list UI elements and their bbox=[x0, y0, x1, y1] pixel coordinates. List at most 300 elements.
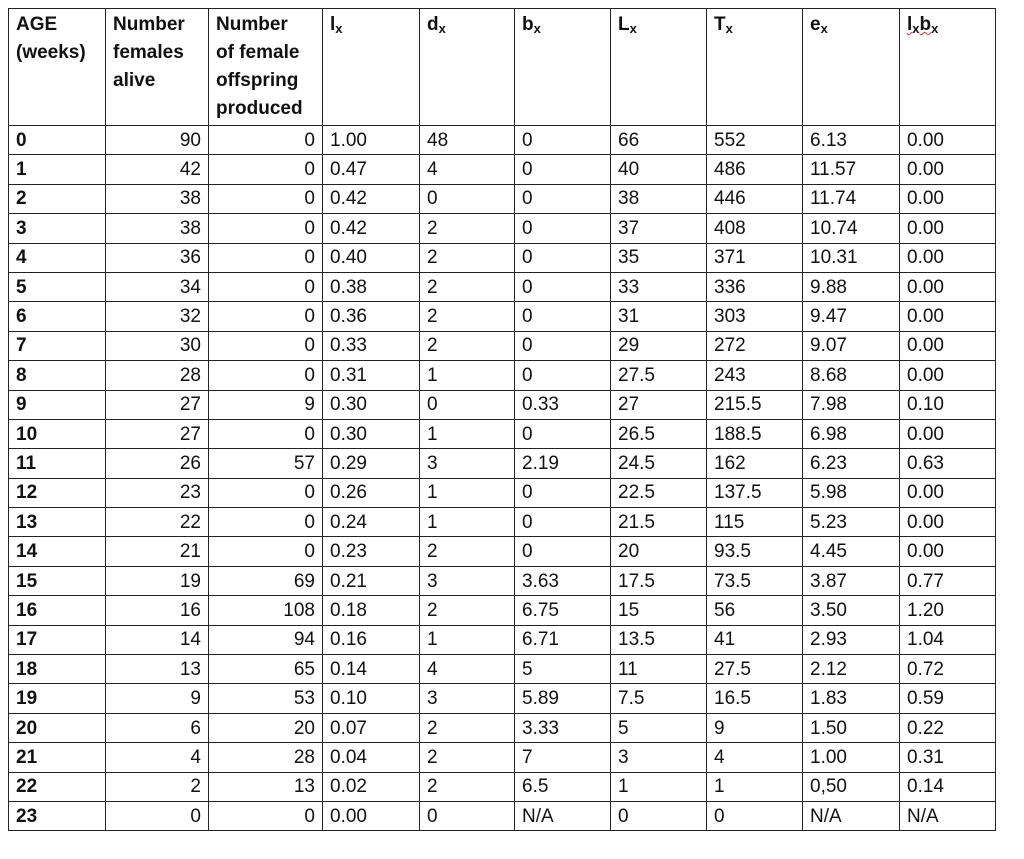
ex-cell: 11.57 bbox=[803, 155, 900, 184]
ex-cell: 1.50 bbox=[803, 713, 900, 742]
ex-cell: 2.12 bbox=[803, 655, 900, 684]
females-alive-cell: 6 bbox=[106, 713, 209, 742]
females-alive-cell: 38 bbox=[106, 214, 209, 243]
Tx-cell: 188.5 bbox=[707, 419, 803, 448]
header-ex-base: e bbox=[810, 14, 821, 35]
offspring-cell: 0 bbox=[209, 508, 323, 537]
bx-cell: 0 bbox=[515, 155, 611, 184]
dx-cell: 0 bbox=[420, 184, 515, 213]
lxbx-cell: 0.00 bbox=[900, 243, 996, 272]
table-row bbox=[9, 743, 996, 772]
Tx-cell: 1 bbox=[707, 772, 803, 801]
Lx-cell: 27 bbox=[611, 390, 707, 419]
dx-cell: 0 bbox=[420, 801, 515, 830]
bx-cell: 7 bbox=[515, 743, 611, 772]
Lx-cell: 7.5 bbox=[611, 684, 707, 713]
lx-cell: 0.47 bbox=[323, 155, 420, 184]
Tx-cell: 408 bbox=[707, 214, 803, 243]
lxbx-cell: 1.04 bbox=[900, 625, 996, 654]
lxbx-cell: 0.77 bbox=[900, 566, 996, 595]
ex-cell: 4.45 bbox=[803, 537, 900, 566]
header-lx-sub: x bbox=[335, 21, 343, 36]
Lx-cell: 20 bbox=[611, 537, 707, 566]
bx-cell: N/A bbox=[515, 801, 611, 830]
bx-cell: 0 bbox=[515, 302, 611, 331]
Tx-cell: 215.5 bbox=[707, 390, 803, 419]
lx-cell: 0.10 bbox=[323, 684, 420, 713]
Lx-cell: 13.5 bbox=[611, 625, 707, 654]
ex-cell: 6.13 bbox=[803, 126, 900, 155]
header-lxbx-base1: l bbox=[907, 14, 913, 35]
Lx-cell: 1 bbox=[611, 772, 707, 801]
dx-cell: 2 bbox=[420, 713, 515, 742]
age-cell: 23 bbox=[9, 801, 106, 830]
females-alive-cell: 19 bbox=[106, 566, 209, 595]
lx-cell: 0.31 bbox=[323, 361, 420, 390]
age-cell: 4 bbox=[9, 243, 106, 272]
table-row bbox=[9, 655, 996, 684]
lx-cell: 0.14 bbox=[323, 655, 420, 684]
Lx-cell: 37 bbox=[611, 214, 707, 243]
offspring-cell: 0 bbox=[209, 419, 323, 448]
dx-cell: 2 bbox=[420, 331, 515, 360]
header-lxbx-text bbox=[907, 14, 938, 35]
ex-cell: 1.83 bbox=[803, 684, 900, 713]
ex-cell: 7.98 bbox=[803, 390, 900, 419]
offspring-cell: 0 bbox=[209, 478, 323, 507]
header-bx-base: b bbox=[522, 14, 534, 35]
header-age bbox=[9, 9, 106, 126]
header-Lx-sub: x bbox=[629, 21, 637, 36]
header-Tx-base: T bbox=[714, 14, 726, 35]
age-cell: 0 bbox=[9, 126, 106, 155]
header-offspring-line1: Number bbox=[216, 14, 288, 35]
table-row bbox=[9, 508, 996, 537]
offspring-cell: 57 bbox=[209, 449, 323, 478]
bx-cell: 6.71 bbox=[515, 625, 611, 654]
dx-cell: 2 bbox=[420, 272, 515, 301]
bx-cell: 0 bbox=[515, 478, 611, 507]
Tx-cell: 336 bbox=[707, 272, 803, 301]
lxbx-cell: 0.00 bbox=[900, 184, 996, 213]
table-row bbox=[9, 684, 996, 713]
lxbx-cell: N/A bbox=[900, 801, 996, 830]
offspring-cell: 13 bbox=[209, 772, 323, 801]
lxbx-cell: 0.00 bbox=[900, 537, 996, 566]
dx-cell: 4 bbox=[420, 655, 515, 684]
table-row bbox=[9, 302, 996, 331]
table-body bbox=[9, 126, 996, 831]
lx-cell: 0.24 bbox=[323, 508, 420, 537]
lx-cell: 0.07 bbox=[323, 713, 420, 742]
bx-cell: 3.63 bbox=[515, 566, 611, 595]
dx-cell: 1 bbox=[420, 478, 515, 507]
ex-cell: 11.74 bbox=[803, 184, 900, 213]
lx-cell: 0.30 bbox=[323, 419, 420, 448]
table-row bbox=[9, 361, 996, 390]
lx-cell: 0.21 bbox=[323, 566, 420, 595]
Tx-cell: 486 bbox=[707, 155, 803, 184]
dx-cell: 1 bbox=[420, 625, 515, 654]
table-row bbox=[9, 272, 996, 301]
lxbx-cell: 0.31 bbox=[900, 743, 996, 772]
Lx-cell: 21.5 bbox=[611, 508, 707, 537]
table-row bbox=[9, 243, 996, 272]
females-alive-cell: 90 bbox=[106, 126, 209, 155]
table-row bbox=[9, 390, 996, 419]
age-cell: 21 bbox=[9, 743, 106, 772]
ex-cell: 6.23 bbox=[803, 449, 900, 478]
lxbx-cell: 1.20 bbox=[900, 596, 996, 625]
lx-cell: 0.04 bbox=[323, 743, 420, 772]
table-row bbox=[9, 214, 996, 243]
Tx-cell: 27.5 bbox=[707, 655, 803, 684]
offspring-cell: 0 bbox=[209, 272, 323, 301]
offspring-cell: 0 bbox=[209, 537, 323, 566]
header-offspring-line4: produced bbox=[216, 98, 303, 119]
lx-cell: 0.40 bbox=[323, 243, 420, 272]
ex-cell: 9.47 bbox=[803, 302, 900, 331]
bx-cell: 2.19 bbox=[515, 449, 611, 478]
Tx-cell: 115 bbox=[707, 508, 803, 537]
bx-cell: 0 bbox=[515, 419, 611, 448]
females-alive-cell: 0 bbox=[106, 801, 209, 830]
header-Lx-base: L bbox=[618, 14, 630, 35]
table-row bbox=[9, 478, 996, 507]
bx-cell: 6.5 bbox=[515, 772, 611, 801]
dx-cell: 2 bbox=[420, 743, 515, 772]
lxbx-cell: 0.59 bbox=[900, 684, 996, 713]
table-row bbox=[9, 331, 996, 360]
header-dx-sub: x bbox=[438, 21, 446, 36]
lx-cell: 0.02 bbox=[323, 772, 420, 801]
lxbx-cell: 0.00 bbox=[900, 508, 996, 537]
age-cell: 10 bbox=[9, 419, 106, 448]
Tx-cell: 137.5 bbox=[707, 478, 803, 507]
Tx-cell: 41 bbox=[707, 625, 803, 654]
bx-cell: 0 bbox=[515, 184, 611, 213]
age-cell: 9 bbox=[9, 390, 106, 419]
lx-cell: 0.42 bbox=[323, 214, 420, 243]
dx-cell: 2 bbox=[420, 772, 515, 801]
Lx-cell: 66 bbox=[611, 126, 707, 155]
Lx-cell: 29 bbox=[611, 331, 707, 360]
females-alive-cell: 16 bbox=[106, 596, 209, 625]
age-cell: 14 bbox=[9, 537, 106, 566]
lx-cell: 0.36 bbox=[323, 302, 420, 331]
table-row bbox=[9, 801, 996, 830]
lxbx-cell: 0.22 bbox=[900, 713, 996, 742]
header-lxbx-sub2: x bbox=[931, 21, 939, 36]
lx-cell: 1.00 bbox=[323, 126, 420, 155]
header-Tx bbox=[707, 9, 803, 126]
offspring-cell: 69 bbox=[209, 566, 323, 595]
age-cell: 8 bbox=[9, 361, 106, 390]
header-females-line2: females bbox=[113, 42, 184, 63]
ex-cell: 9.07 bbox=[803, 331, 900, 360]
Tx-cell: 272 bbox=[707, 331, 803, 360]
header-lxbx bbox=[900, 9, 996, 126]
lxbx-cell: 0.63 bbox=[900, 449, 996, 478]
Lx-cell: 38 bbox=[611, 184, 707, 213]
Lx-cell: 24.5 bbox=[611, 449, 707, 478]
Lx-cell: 15 bbox=[611, 596, 707, 625]
age-cell: 16 bbox=[9, 596, 106, 625]
table-row bbox=[9, 596, 996, 625]
Lx-cell: 22.5 bbox=[611, 478, 707, 507]
ex-cell: 3.50 bbox=[803, 596, 900, 625]
dx-cell: 2 bbox=[420, 243, 515, 272]
lxbx-cell: 0.14 bbox=[900, 772, 996, 801]
header-offspring-line2: of female bbox=[216, 42, 300, 63]
Lx-cell: 26.5 bbox=[611, 419, 707, 448]
lx-cell: 0.23 bbox=[323, 537, 420, 566]
header-offspring-line3: offspring bbox=[216, 70, 299, 91]
Lx-cell: 35 bbox=[611, 243, 707, 272]
age-cell: 3 bbox=[9, 214, 106, 243]
Tx-cell: 0 bbox=[707, 801, 803, 830]
bx-cell: 5.89 bbox=[515, 684, 611, 713]
females-alive-cell: 26 bbox=[106, 449, 209, 478]
females-alive-cell: 27 bbox=[106, 419, 209, 448]
females-alive-cell: 30 bbox=[106, 331, 209, 360]
offspring-cell: 0 bbox=[209, 155, 323, 184]
bx-cell: 0 bbox=[515, 331, 611, 360]
females-alive-cell: 14 bbox=[106, 625, 209, 654]
offspring-cell: 0 bbox=[209, 184, 323, 213]
females-alive-cell: 36 bbox=[106, 243, 209, 272]
lxbx-cell: 0.00 bbox=[900, 478, 996, 507]
Tx-cell: 56 bbox=[707, 596, 803, 625]
lxbx-cell: 0.10 bbox=[900, 390, 996, 419]
header-age-line1: AGE bbox=[16, 14, 58, 35]
bx-cell: 5 bbox=[515, 655, 611, 684]
females-alive-cell: 27 bbox=[106, 390, 209, 419]
offspring-cell: 0 bbox=[209, 243, 323, 272]
lxbx-cell: 0.00 bbox=[900, 126, 996, 155]
offspring-cell: 0 bbox=[209, 361, 323, 390]
bx-cell: 0 bbox=[515, 272, 611, 301]
lx-cell: 0.18 bbox=[323, 596, 420, 625]
age-cell: 12 bbox=[9, 478, 106, 507]
header-Lx bbox=[611, 9, 707, 126]
dx-cell: 3 bbox=[420, 684, 515, 713]
table-row bbox=[9, 772, 996, 801]
header-dx-base: d bbox=[427, 14, 439, 35]
females-alive-cell: 2 bbox=[106, 772, 209, 801]
lx-cell: 0.30 bbox=[323, 390, 420, 419]
header-ex-sub: x bbox=[820, 21, 828, 36]
lxbx-cell: 0.00 bbox=[900, 302, 996, 331]
age-cell: 6 bbox=[9, 302, 106, 331]
dx-cell: 1 bbox=[420, 419, 515, 448]
dx-cell: 1 bbox=[420, 361, 515, 390]
age-cell: 1 bbox=[9, 155, 106, 184]
header-lxbx-base2: b bbox=[919, 14, 932, 35]
offspring-cell: 108 bbox=[209, 596, 323, 625]
lx-cell: 0.26 bbox=[323, 478, 420, 507]
lxbx-cell: 0.00 bbox=[900, 419, 996, 448]
Lx-cell: 31 bbox=[611, 302, 707, 331]
females-alive-cell: 22 bbox=[106, 508, 209, 537]
offspring-cell: 0 bbox=[209, 126, 323, 155]
offspring-cell: 0 bbox=[209, 801, 323, 830]
age-cell: 5 bbox=[9, 272, 106, 301]
offspring-cell: 0 bbox=[209, 302, 323, 331]
Tx-cell: 16.5 bbox=[707, 684, 803, 713]
lx-cell: 0.33 bbox=[323, 331, 420, 360]
Lx-cell: 5 bbox=[611, 713, 707, 742]
ex-cell: 3.87 bbox=[803, 566, 900, 595]
ex-cell: 6.98 bbox=[803, 419, 900, 448]
females-alive-cell: 21 bbox=[106, 537, 209, 566]
age-cell: 15 bbox=[9, 566, 106, 595]
age-cell: 2 bbox=[9, 184, 106, 213]
females-alive-cell: 32 bbox=[106, 302, 209, 331]
bx-cell: 0 bbox=[515, 126, 611, 155]
dx-cell: 48 bbox=[420, 126, 515, 155]
Lx-cell: 3 bbox=[611, 743, 707, 772]
age-cell: 19 bbox=[9, 684, 106, 713]
lx-cell: 0.42 bbox=[323, 184, 420, 213]
Lx-cell: 11 bbox=[611, 655, 707, 684]
table-row bbox=[9, 713, 996, 742]
table-row bbox=[9, 419, 996, 448]
bx-cell: 0 bbox=[515, 243, 611, 272]
age-cell: 20 bbox=[9, 713, 106, 742]
life-table bbox=[8, 8, 996, 831]
dx-cell: 2 bbox=[420, 214, 515, 243]
females-alive-cell: 42 bbox=[106, 155, 209, 184]
dx-cell: 3 bbox=[420, 449, 515, 478]
bx-cell: 3.33 bbox=[515, 713, 611, 742]
age-cell: 7 bbox=[9, 331, 106, 360]
Lx-cell: 33 bbox=[611, 272, 707, 301]
ex-cell: 0,50 bbox=[803, 772, 900, 801]
ex-cell: 5.23 bbox=[803, 508, 900, 537]
header-lx-base: l bbox=[330, 14, 336, 35]
offspring-cell: 65 bbox=[209, 655, 323, 684]
lxbx-cell: 0.00 bbox=[900, 214, 996, 243]
females-alive-cell: 23 bbox=[106, 478, 209, 507]
Lx-cell: 27.5 bbox=[611, 361, 707, 390]
header-females-line3: alive bbox=[113, 70, 156, 91]
header-bx bbox=[515, 9, 611, 126]
header-females-alive bbox=[106, 9, 209, 126]
dx-cell: 4 bbox=[420, 155, 515, 184]
lxbx-cell: 0.00 bbox=[900, 361, 996, 390]
ex-cell: N/A bbox=[803, 801, 900, 830]
ex-cell: 5.98 bbox=[803, 478, 900, 507]
dx-cell: 1 bbox=[420, 508, 515, 537]
header-row bbox=[9, 9, 996, 126]
age-cell: 17 bbox=[9, 625, 106, 654]
Tx-cell: 303 bbox=[707, 302, 803, 331]
lx-cell: 0.38 bbox=[323, 272, 420, 301]
dx-cell: 3 bbox=[420, 566, 515, 595]
ex-cell: 9.88 bbox=[803, 272, 900, 301]
header-ex bbox=[803, 9, 900, 126]
Tx-cell: 9 bbox=[707, 713, 803, 742]
table-row bbox=[9, 566, 996, 595]
bx-cell: 0 bbox=[515, 214, 611, 243]
table-row bbox=[9, 155, 996, 184]
ex-cell: 10.31 bbox=[803, 243, 900, 272]
females-alive-cell: 34 bbox=[106, 272, 209, 301]
bx-cell: 0.33 bbox=[515, 390, 611, 419]
table-row bbox=[9, 537, 996, 566]
lxbx-cell: 0.00 bbox=[900, 155, 996, 184]
offspring-cell: 20 bbox=[209, 713, 323, 742]
table-row bbox=[9, 184, 996, 213]
ex-cell: 1.00 bbox=[803, 743, 900, 772]
header-lx bbox=[323, 9, 420, 126]
offspring-cell: 0 bbox=[209, 331, 323, 360]
females-alive-cell: 4 bbox=[106, 743, 209, 772]
dx-cell: 0 bbox=[420, 390, 515, 419]
lxbx-cell: 0.72 bbox=[900, 655, 996, 684]
Tx-cell: 371 bbox=[707, 243, 803, 272]
lx-cell: 0.29 bbox=[323, 449, 420, 478]
table-row bbox=[9, 126, 996, 155]
ex-cell: 8.68 bbox=[803, 361, 900, 390]
Lx-cell: 17.5 bbox=[611, 566, 707, 595]
header-offspring bbox=[209, 9, 323, 126]
age-cell: 18 bbox=[9, 655, 106, 684]
header-bx-sub: x bbox=[533, 21, 541, 36]
header-dx bbox=[420, 9, 515, 126]
table-row bbox=[9, 625, 996, 654]
age-cell: 22 bbox=[9, 772, 106, 801]
Tx-cell: 552 bbox=[707, 126, 803, 155]
offspring-cell: 53 bbox=[209, 684, 323, 713]
bx-cell: 6.75 bbox=[515, 596, 611, 625]
lxbx-cell: 0.00 bbox=[900, 331, 996, 360]
lxbx-cell: 0.00 bbox=[900, 272, 996, 301]
table-row bbox=[9, 449, 996, 478]
Tx-cell: 93.5 bbox=[707, 537, 803, 566]
offspring-cell: 94 bbox=[209, 625, 323, 654]
offspring-cell: 9 bbox=[209, 390, 323, 419]
offspring-cell: 0 bbox=[209, 214, 323, 243]
Lx-cell: 0 bbox=[611, 801, 707, 830]
lx-cell: 0.16 bbox=[323, 625, 420, 654]
dx-cell: 2 bbox=[420, 302, 515, 331]
females-alive-cell: 28 bbox=[106, 361, 209, 390]
bx-cell: 0 bbox=[515, 537, 611, 566]
header-females-line1: Number bbox=[113, 14, 185, 35]
dx-cell: 2 bbox=[420, 537, 515, 566]
Tx-cell: 446 bbox=[707, 184, 803, 213]
age-cell: 13 bbox=[9, 508, 106, 537]
Tx-cell: 162 bbox=[707, 449, 803, 478]
header-Tx-sub: x bbox=[725, 21, 733, 36]
females-alive-cell: 38 bbox=[106, 184, 209, 213]
Tx-cell: 243 bbox=[707, 361, 803, 390]
age-cell: 11 bbox=[9, 449, 106, 478]
lx-cell: 0.00 bbox=[323, 801, 420, 830]
offspring-cell: 28 bbox=[209, 743, 323, 772]
ex-cell: 2.93 bbox=[803, 625, 900, 654]
header-lxbx-sub1: x bbox=[912, 21, 920, 36]
dx-cell: 2 bbox=[420, 596, 515, 625]
females-alive-cell: 9 bbox=[106, 684, 209, 713]
ex-cell: 10.74 bbox=[803, 214, 900, 243]
header-age-line2: (weeks) bbox=[16, 42, 86, 63]
Tx-cell: 73.5 bbox=[707, 566, 803, 595]
Lx-cell: 40 bbox=[611, 155, 707, 184]
bx-cell: 0 bbox=[515, 508, 611, 537]
